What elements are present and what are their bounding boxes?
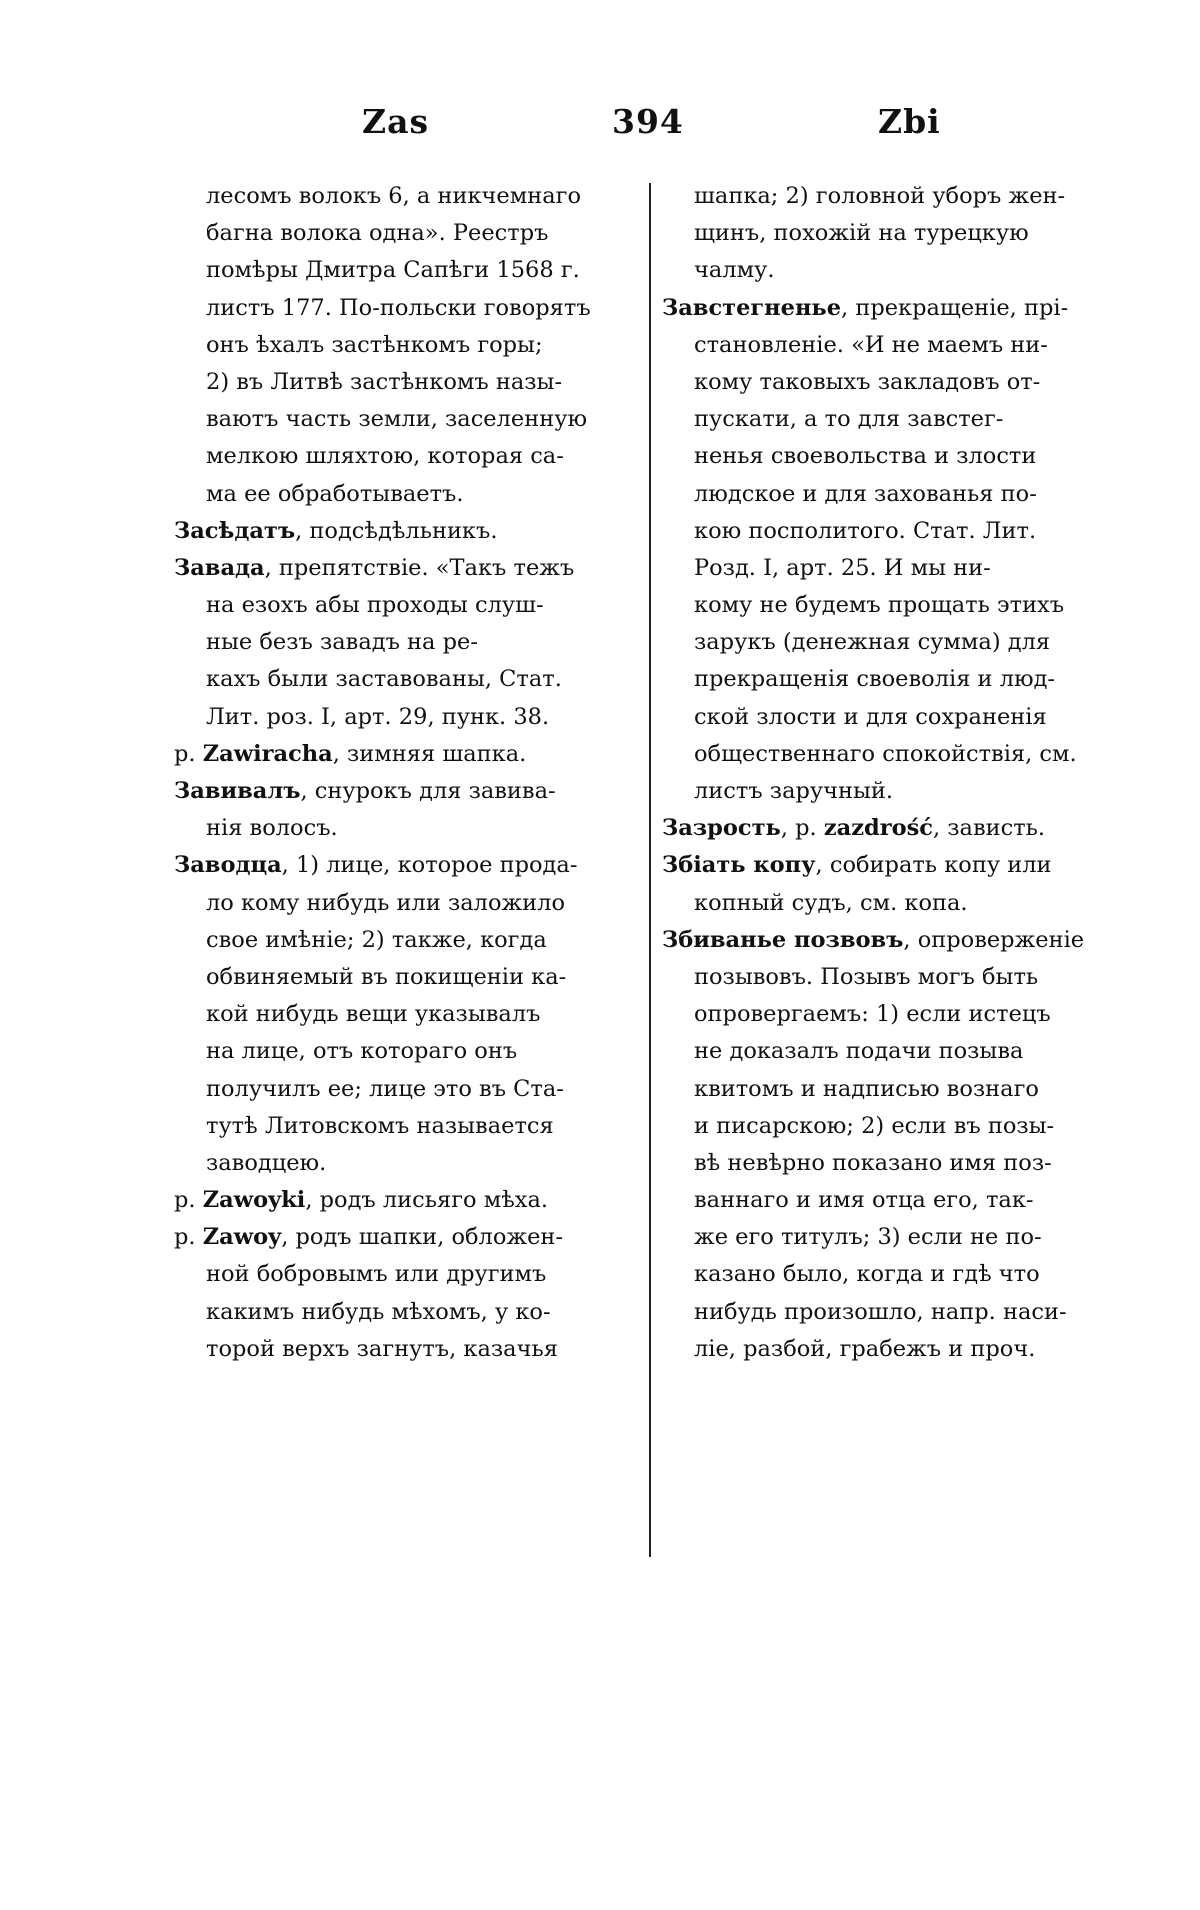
text-line [662, 513, 1084, 550]
header-left-word: Zas [362, 102, 430, 141]
text-line [174, 736, 591, 773]
text-line [662, 1256, 1084, 1293]
line-text: кому таковыхъ закладовъ от- [694, 368, 1041, 395]
line-text: , родъ шапки, обложен- [281, 1224, 563, 1251]
headword: Збиванье позвовъ [662, 926, 904, 953]
header-right-word: Zbi [878, 102, 941, 141]
line-text: пускати, а то для завстег- [694, 406, 1004, 433]
text-line [662, 699, 1084, 736]
text-line [174, 364, 591, 401]
line-text: на лице, отъ котораго онъ [206, 1038, 518, 1065]
line-text: становленіе. «И не маемъ ни- [694, 331, 1048, 358]
line-text: ло кому нибудь или заложило [206, 889, 566, 916]
line-text: свое имѣніе; 2) также, когда [206, 926, 547, 953]
text-line [662, 661, 1084, 698]
text-line [174, 996, 591, 1033]
line-text: общественнаго спокойствія, см. [694, 740, 1077, 767]
line-text: ской злости и для сохраненія [694, 703, 1047, 730]
line-text: опровергаемъ: 1) если истецъ [694, 1001, 1051, 1028]
line-text: прекращенія своеволія и люд- [694, 666, 1056, 693]
text-line [662, 1033, 1084, 1070]
line-text: на езохъ абы проходы слуш- [206, 592, 544, 619]
line-text: , 1) лице, которое прода- [281, 852, 578, 879]
line-text: вѣ невѣрно показано имя поз- [694, 1149, 1052, 1176]
headword: Zawiracha [202, 740, 333, 767]
line-text: нибудь произошло, напр. наси- [694, 1298, 1067, 1325]
text-line [662, 996, 1084, 1033]
headword: Завивалъ [174, 778, 301, 804]
line-text: , зависть. [932, 815, 1046, 842]
text-line [174, 476, 591, 513]
text-line [662, 773, 1084, 810]
text-line [662, 885, 1084, 922]
line-text: листъ 177. По-польски говорятъ [206, 294, 591, 321]
text-line [174, 587, 591, 624]
line-text: получилъ ее; лице это въ Ста- [206, 1075, 564, 1102]
line-text: , опроверженіе [903, 926, 1085, 953]
line-text: р. [174, 740, 203, 767]
text-line [662, 624, 1084, 661]
text-line [174, 699, 591, 736]
text-line [662, 476, 1084, 513]
text-line [174, 1108, 591, 1145]
headword: Завстегненье [662, 294, 842, 321]
line-text: листъ заручный. [694, 778, 894, 804]
line-text: ваютъ часть земли, заселенную [206, 406, 588, 433]
text-line [174, 215, 591, 252]
headword: Zawoyki [202, 1187, 306, 1214]
text-line [174, 1033, 591, 1070]
text-line [662, 1145, 1084, 1182]
headword: Заводца [174, 852, 282, 879]
line-text: торой верхъ загнутъ, казачья [206, 1335, 558, 1362]
headword: Завада [174, 554, 265, 581]
text-line [174, 513, 591, 550]
line-text: людское и для захованья по- [694, 480, 1037, 507]
headword: zazdrość [823, 815, 933, 842]
text-line [174, 1294, 591, 1331]
text-line [662, 587, 1084, 624]
text-line [174, 959, 591, 996]
line-text: обвиняемый въ покищеніи ка- [206, 963, 567, 990]
line-text: помѣры Дмитра Сапѣги 1568 г. [206, 257, 580, 284]
text-line [662, 550, 1084, 587]
line-text: ной бобровымъ или другимъ [206, 1261, 547, 1288]
line-text: Лит. роз. I, арт. 29, пунк. 38. [206, 703, 550, 730]
text-line [662, 847, 1084, 884]
line-text: , прекращеніе, прі- [841, 294, 1069, 321]
line-text: позывовъ. Позывъ могъ быть [694, 963, 1039, 990]
line-text: ваннаго и имя отца его, так- [694, 1187, 1034, 1214]
text-line [174, 922, 591, 959]
text-line [174, 327, 591, 364]
text-line [174, 1182, 591, 1219]
text-line [174, 885, 591, 922]
text-line [174, 624, 591, 661]
line-text: какимъ нибудь мѣхомъ, у ко- [206, 1298, 551, 1325]
line-text: щинъ, похожій на турецкую [694, 220, 1029, 247]
text-line [174, 1219, 591, 1256]
line-text: ные безъ завадъ на ре- [206, 629, 478, 656]
text-line [662, 438, 1084, 475]
text-line [662, 736, 1084, 773]
text-line [662, 252, 1084, 289]
line-text: и писарскою; 2) если въ позы- [694, 1112, 1055, 1139]
headword: Зазрость [662, 815, 781, 842]
text-line [662, 1294, 1084, 1331]
line-text: ненья своевольства и злости [694, 443, 1037, 470]
line-text: тутѣ Литовскомъ называется [206, 1112, 554, 1139]
line-text: зарукъ (денежная сумма) для [694, 629, 1051, 656]
line-text: чалму. [694, 257, 775, 284]
text-line [662, 1071, 1084, 1108]
line-text: заводцею. [206, 1149, 327, 1176]
line-text: кою посполитого. Стат. Лит. [694, 517, 1037, 544]
line-text: , собирать копу или [815, 852, 1052, 879]
column-divider [649, 183, 651, 1557]
line-text: , р. [780, 815, 824, 842]
text-line [662, 1182, 1084, 1219]
line-text: казано было, когда и гдѣ что [694, 1261, 1040, 1288]
line-text: лесомъ волокъ 6, а никчемнаго [206, 183, 581, 209]
line-text: не доказалъ подачи позыва [694, 1038, 1024, 1065]
headword: Засѣдатъ [174, 517, 296, 544]
text-line [174, 773, 591, 810]
line-text: , подсѣдѣльникъ. [295, 517, 498, 544]
text-line [174, 438, 591, 475]
line-text: , родъ лисьяго мѣха. [305, 1187, 549, 1214]
text-line [174, 290, 591, 327]
line-text: ліе, разбой, грабежъ и проч. [694, 1335, 1036, 1362]
line-text: р. [174, 1224, 203, 1251]
text-line [662, 364, 1084, 401]
line-text: , зимняя шапка. [332, 740, 527, 767]
text-line [174, 1145, 591, 1182]
headword: Збіать копу [662, 852, 816, 879]
text-line [174, 847, 591, 884]
text-line [662, 327, 1084, 364]
text-line [662, 401, 1084, 438]
text-line [662, 1108, 1084, 1145]
text-line [174, 401, 591, 438]
line-text: онъ ѣхалъ застѣнкомъ горы; [206, 331, 543, 358]
line-text: 2) въ Литвѣ застѣнкомъ назы- [206, 368, 563, 395]
line-text: , снурокъ для завива- [300, 778, 556, 804]
line-text: ма ее обработываетъ. [206, 480, 464, 507]
text-line [174, 550, 591, 587]
line-text: кой нибудь вещи указывалъ [206, 1001, 541, 1028]
line-text: , препятствіе. «Такъ тежъ [264, 554, 575, 581]
text-line [662, 959, 1084, 996]
text-line [662, 1331, 1084, 1368]
line-text: копный судъ, см. копа. [694, 889, 968, 916]
headword: Zawoy [202, 1224, 282, 1251]
text-line [662, 215, 1084, 252]
text-line [662, 810, 1084, 847]
line-text: р. [174, 1187, 203, 1214]
line-text: шапка; 2) головной уборъ жен- [694, 183, 1066, 209]
line-text: кому не будемъ прощать этихъ [694, 592, 1065, 619]
text-line [662, 178, 1084, 215]
text-line [662, 922, 1084, 959]
text-line [662, 1219, 1084, 1256]
line-text: Розд. I, арт. 25. И мы ни- [694, 554, 991, 581]
text-line [174, 252, 591, 289]
text-line [662, 290, 1084, 327]
line-text: квитомъ и надписью вознаго [694, 1075, 1039, 1102]
page-number: 394 [612, 102, 684, 141]
text-line [174, 661, 591, 698]
line-text: багна волока одна». Реестръ [206, 220, 549, 247]
text-line [174, 1256, 591, 1293]
text-line [174, 1331, 591, 1368]
text-line [174, 1071, 591, 1108]
left-column [174, 178, 591, 1368]
line-text: нія волосъ. [206, 815, 338, 842]
right-column [662, 178, 1084, 1368]
page-header [0, 102, 1200, 142]
line-text: мелкою шляхтою, которая са- [206, 443, 564, 470]
text-line [174, 178, 591, 215]
text-line [174, 810, 591, 847]
line-text: же его титулъ; 3) если не по- [694, 1224, 1042, 1251]
line-text: кахъ были заставованы, Стат. [206, 666, 562, 693]
